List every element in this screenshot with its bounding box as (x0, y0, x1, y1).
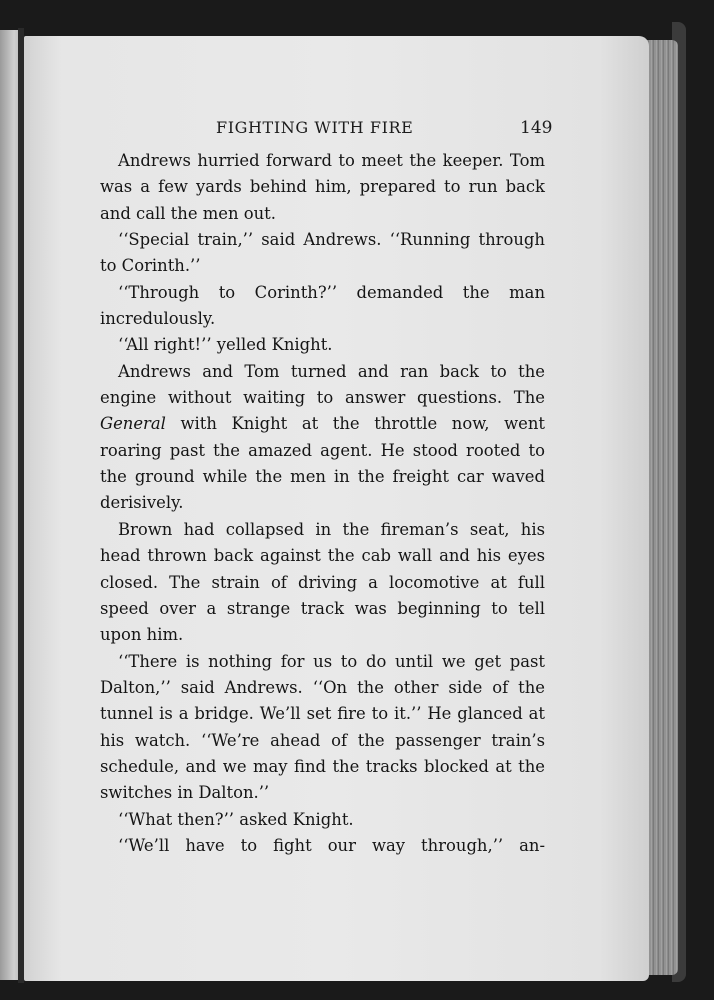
body-text (100, 148, 545, 859)
locomotive-name: General (100, 414, 166, 434)
paragraph: ‘‘All right!’’ yelled Knight. (118, 335, 333, 355)
running-head: FIGHTING WITH FIRE (216, 118, 414, 137)
paragraph: Brown had collapsed in the fireman’s seat, his head thrown back against the cab wall and his eyes closed. The strain of driving a locomotive at full speed over a strange track was beginning to tell upon him. (100, 519, 545, 645)
paragraph: ‘‘We’ll have to fight our way through,’’ an- (118, 835, 545, 855)
paragraph (100, 359, 545, 517)
paragraph: Andrews hurried forward to meet the keeper. Tom was a few yards behind him, prepared to run back and call the men out. (100, 151, 545, 223)
paragraph: ‘‘Through to Corinth?’’ demanded the man incredulously. (100, 282, 545, 329)
facing-page-edge (0, 30, 20, 980)
paragraph: ‘‘There is nothing for us to do until we get past Dalton,’’ said Andrews. ‘‘On the other side of the tunnel is a bridge. We’ll set fire to it.’’ He glanced at his watch. ‘‘We’re ahead of the passenger train’s schedule, and we may find the tracks blocked at the switches in Dalton.’’ (100, 651, 545, 803)
paragraph: ‘‘What then?’’ asked Knight. (118, 809, 354, 829)
paragraph-text: Andrews and Tom turned and ran back to the engine without waiting to answer questions. The (100, 361, 545, 408)
page-number: 149 (520, 118, 553, 138)
paragraph-text: with Knight at the throttle now, went roaring past the amazed agent. He stood rooted to the ground while the men in the freight car waved derisively. (100, 414, 545, 513)
paragraph: ‘‘Special train,’’ said Andrews. ‘‘Running through to Corinth.’’ (100, 230, 545, 276)
